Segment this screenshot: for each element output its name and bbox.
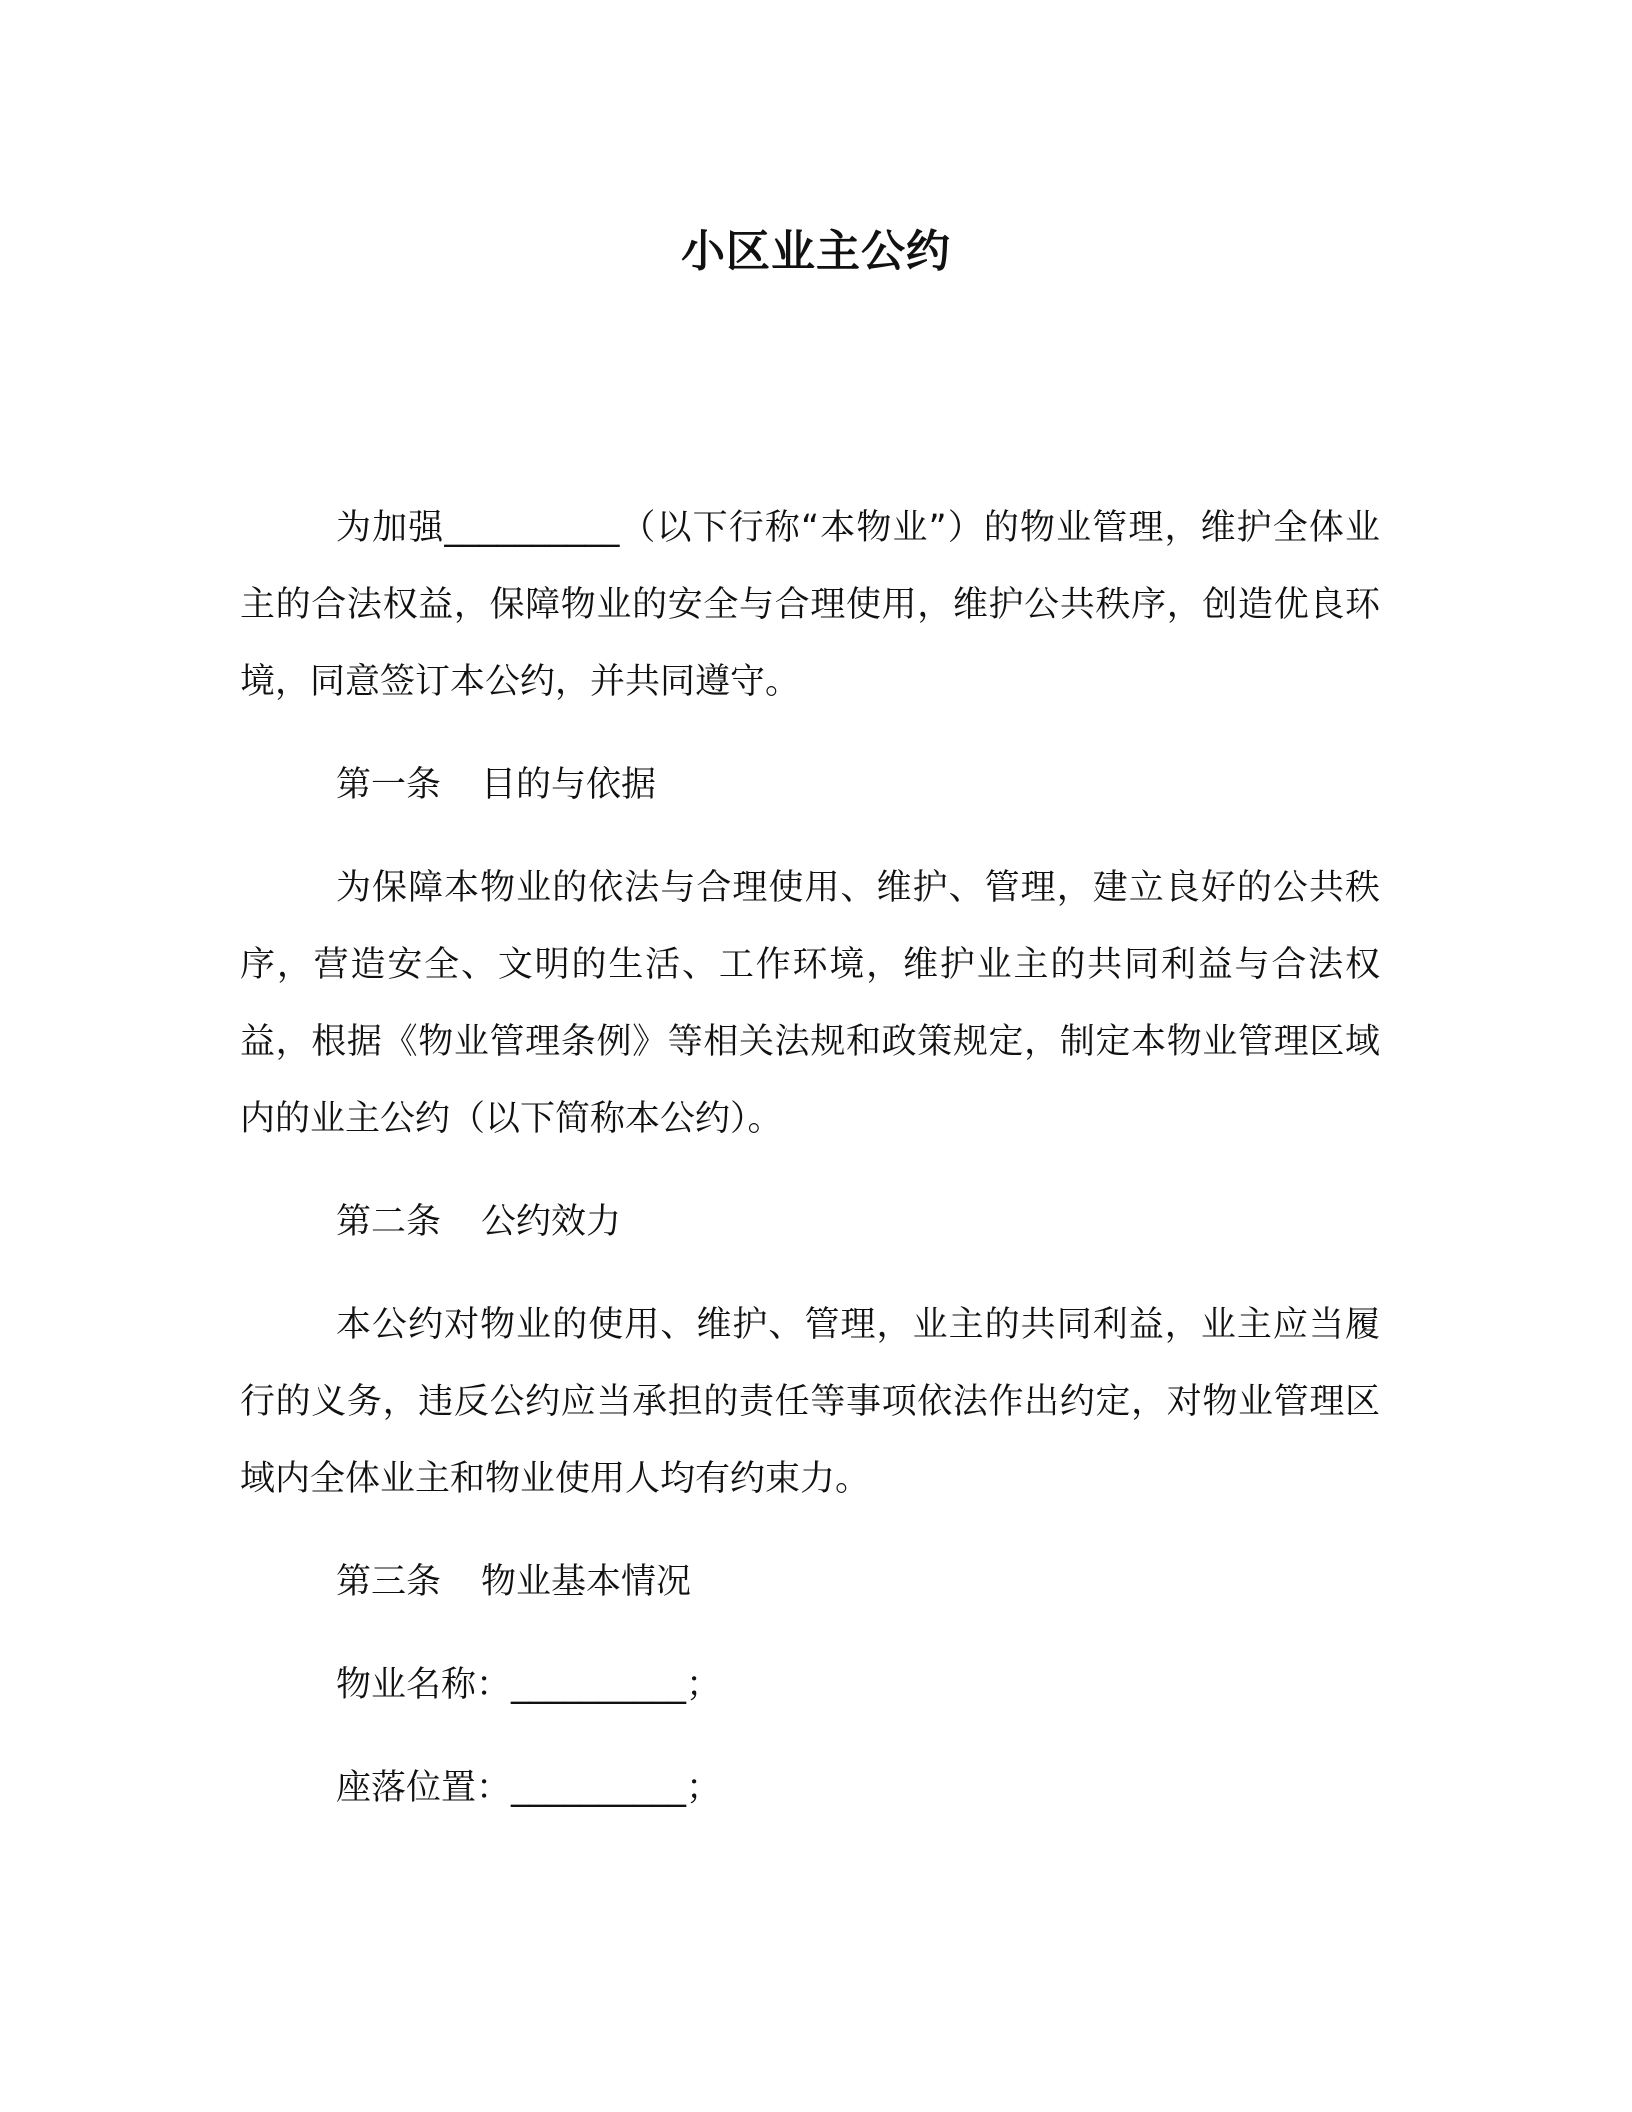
article-1-number: 第一条 [336,765,442,805]
article-2-number: 第二条 [336,1202,442,1242]
document-body [240,490,1380,1853]
intro-paragraph: 为加强__________（以下行称“本物业”）的物业管理，维护全体业主的合法权益，保障物业的安全与合理使用，维护公共秩序，创造优良环境，同意签订本公约，并共同遵守。 [240,508,1380,702]
property-location-field: 座落位置：__________； [336,1768,722,1808]
article-2-title: 公约效力 [481,1202,622,1242]
article-2-heading [240,1184,1380,1261]
article-1-title: 目的与依据 [481,765,657,805]
article-2-body: 本公约对物业的使用、维护、管理，业主的共同利益，业主应当履行的义务，违反公约应当承担的责任等事项依法作出约定，对物业管理区域内全体业主和物业使用人均有约束力。 [240,1305,1380,1499]
document-title: 小区业主公约 [681,226,951,277]
article-1-body: 为保障本物业的依法与合理使用、维护、管理，建立良好的公共秩序，营造安全、文明的生活、工作环境，维护业主的共同利益与合法权益，根据《物业管理条例》等相关法规和政策规定，制定本物业管理区域内的业主公约（以下简称本公约）。 [240,868,1380,1139]
property-name-field: 物业名称：__________； [336,1665,722,1705]
article-3-heading [240,1544,1380,1621]
article-3-title: 物业基本情况 [481,1562,692,1602]
article-3-number: 第三条 [336,1562,442,1602]
article-1-heading [240,747,1380,824]
